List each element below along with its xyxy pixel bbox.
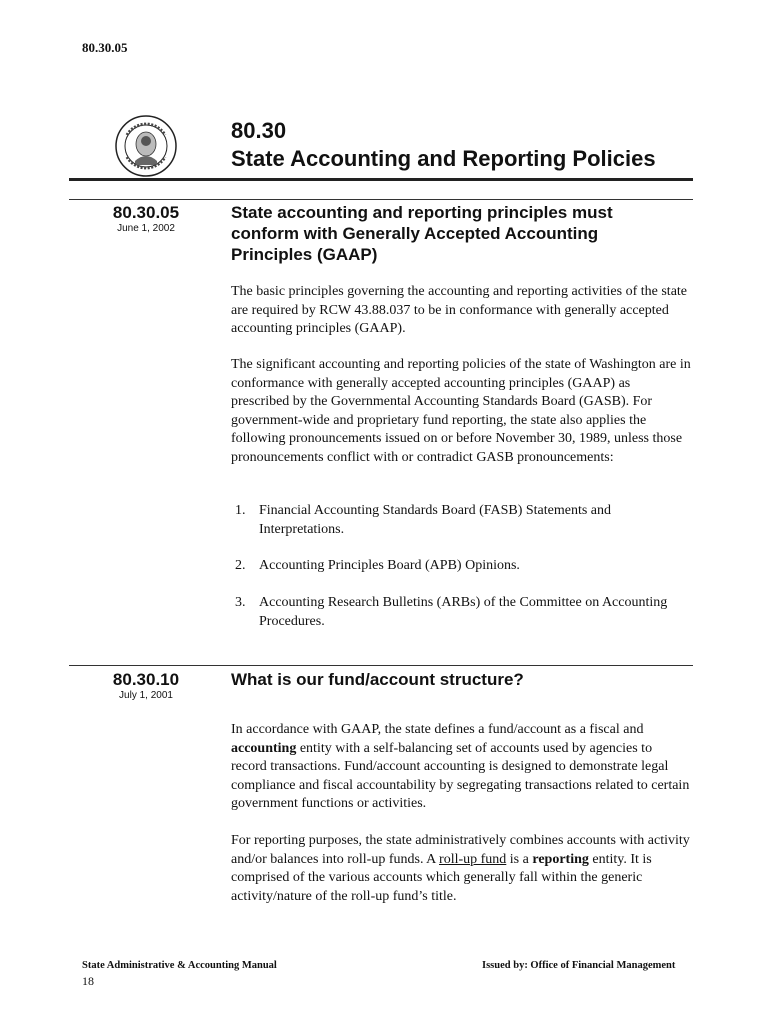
section-title: What is our fund/account structure?	[231, 670, 524, 689]
section-date: July 1, 2001	[119, 690, 173, 701]
text-run: In accordance with GAAP, the state defines a fund/account as a fiscal and	[231, 722, 644, 737]
paragraph: The significant accounting and reporting policies of the state of Washington are in conformance with generally accepted accounting principles (GAAP) as prescribed by the Governmental Accounting Standards Board (GASB). For government-wide and proprietary fund reporting, the state also applies the following pronouncements issued on or before November 30, 1989, unless those pronouncements conflict with or contradict GASB pronouncements:	[231, 357, 691, 465]
bold-term: accounting	[231, 740, 297, 756]
text-run: is a	[506, 851, 533, 867]
list-text: Financial Accounting Standards Board (FASB) Statements and Interpretations.	[259, 503, 612, 537]
list-item	[235, 594, 675, 631]
text-run: entity with a self-balancing set of accounts used by agencies to record transactions. Fund/account accounting is designed to demonstrate legal compliance and fiscal accountability by segregating transactions related to certain government functions or activities.	[231, 740, 690, 811]
footer-manual-title: State Administrative & Accounting Manual	[82, 960, 277, 971]
section-divider	[69, 665, 693, 666]
section-number: 80.30.05	[112, 203, 180, 222]
text-run: entity. It is comprised of the various accounts which generally fall within the generic activity/nature of the roll-up fund’s title.	[231, 851, 652, 904]
header-section-code: 80.30.05	[82, 40, 128, 55]
list-number: 2.	[235, 558, 246, 573]
chapter-title: State Accounting and Reporting Policies	[231, 146, 656, 171]
list-item	[235, 557, 675, 576]
bold-term: reporting	[532, 851, 589, 867]
paragraph	[231, 832, 691, 906]
section-title: State accounting and reporting principles must conform with Generally Accepted Accounting Principles (GAAP)	[231, 203, 613, 264]
section-divider	[69, 199, 693, 200]
state-seal-icon	[115, 115, 177, 177]
list-item	[235, 502, 675, 539]
chapter-number: 80.30	[231, 118, 287, 143]
footer-issuer: Issued by: Office of Financial Management	[482, 960, 676, 971]
section-date: June 1, 2002	[117, 223, 175, 234]
list-text: Accounting Research Bulletins (ARBs) of the Committee on Accounting Procedures.	[259, 595, 668, 629]
list-number: 1.	[235, 503, 246, 518]
list-number: 3.	[235, 595, 246, 610]
paragraph: The basic principles governing the accounting and reporting activities of the state are required by RCW 43.88.037 to be in conformance with generally accepted accounting principles (GAAP).	[231, 284, 688, 336]
underlined-term: roll-up fund	[439, 851, 507, 867]
chapter-divider	[69, 178, 693, 181]
text-run: For reporting purposes, the state administratively combines accounts with activity and/or balances into roll-up funds. A	[231, 833, 690, 867]
section-number: 80.30.10	[112, 670, 180, 689]
list-text: Accounting Principles Board (APB) Opinions.	[259, 558, 520, 573]
page-number: 18	[82, 974, 94, 988]
paragraph	[231, 721, 691, 814]
